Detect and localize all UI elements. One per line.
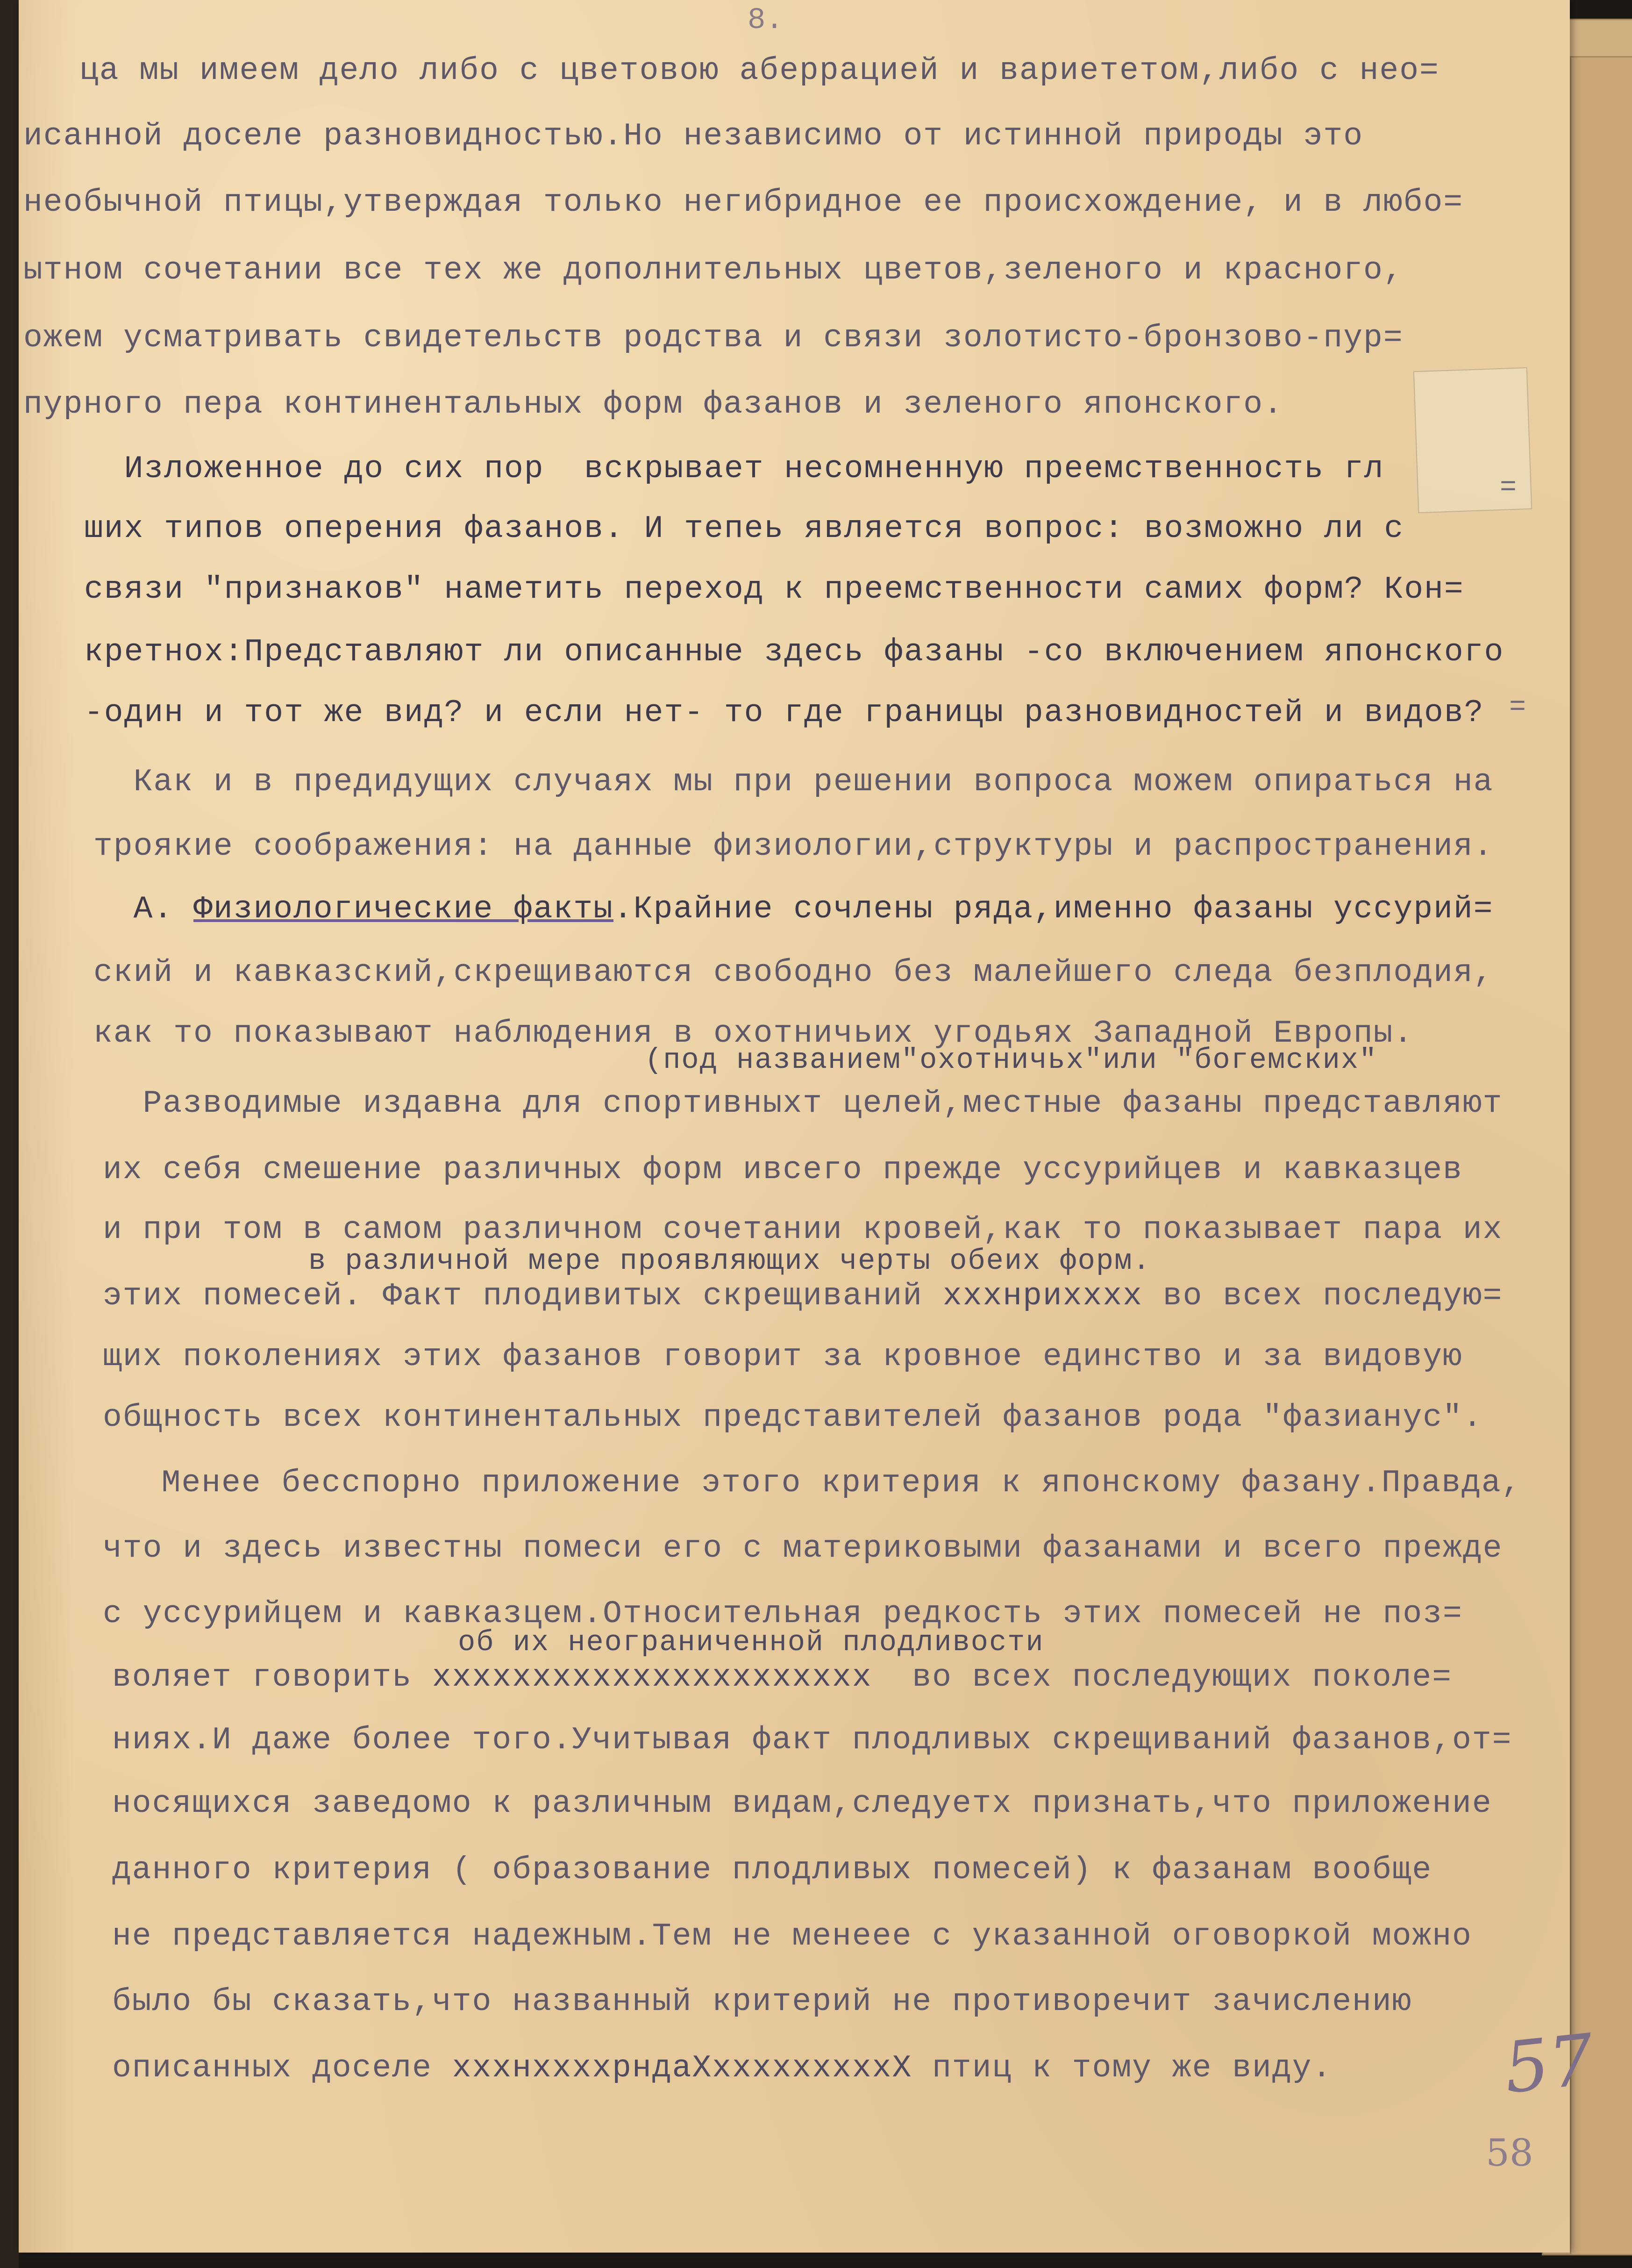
text-line-26-start: воляет говорить <box>112 1660 432 1696</box>
text-line-19: и при том в самом различном сочетании кровей,как то показывает пара их <box>103 1212 1503 1248</box>
text-line-22: общность всех континентальных предстaвителей фазанов рода "фазианус". <box>103 1400 1483 1436</box>
text-line-16: как то показывают наблюдения в охотничьих угодьях Западной Европы. <box>93 1016 1414 1052</box>
text-line-11: -один и тот же вид? и если нет- то где границы разновидностей и видов? <box>84 695 1484 731</box>
text-line-1: ца мы имеем дело либо с цветовою аберрацией и вариететом,либо с нео= <box>79 53 1440 89</box>
text-line-32 <box>112 2050 1333 2086</box>
margin-mark: = <box>1509 692 1526 723</box>
margin-equals-mark: = <box>1500 472 1517 504</box>
page-number: 8. <box>748 4 784 37</box>
typed-page <box>19 0 1598 2253</box>
text-line-2: исанной доселе разновидностью.Но независимо от истинной природы это <box>23 118 1364 154</box>
text-line-9: связи "признаков" наметить переход к преемственности самих форм? Кон= <box>84 572 1464 608</box>
struck-out-text-3: хххнххххрндаХхххххххххХ <box>452 2050 912 2086</box>
typed-insertion-2: в различной мере проявляющих черты обеих форм. <box>308 1245 1151 1278</box>
text-line-10: кретнох:Представляют ли описанные здесь фазаны -со включением японского <box>84 634 1504 670</box>
text-line-20-end: во всех последую= <box>1142 1278 1503 1314</box>
typed-insertion-3: об их неограниченной плодливости <box>458 1626 1044 1659</box>
struck-out-text-1: хххнрихххх <box>942 1278 1143 1314</box>
text-line-3: необычной птицы,утверждая только негибридное ее происхождение, и в любо= <box>23 185 1464 221</box>
text-line-20-start: этих помесей. Факт плодивитых скрещиваний <box>103 1278 943 1314</box>
text-line-26 <box>112 1662 1452 1694</box>
text-line-32-start: описанных доселе <box>112 2050 452 2086</box>
text-line-23: Менее бесспорно приложение этого критерия к японскому фазану.Правда, <box>121 1465 1522 1501</box>
text-line-31: было бы сказать,что названный критерий не противоречит зачислению <box>112 1984 1412 2020</box>
text-line-13: трoякие соображения: на данные физиологии,структуры и распространения. <box>93 829 1494 865</box>
text-line-4: ытном сочетании все тех же дополнительных цветов,зеленого и красного, <box>23 252 1404 288</box>
text-line-15: ский и кавказский,скрещиваются свободно без малейшего следа безплодия, <box>93 955 1494 991</box>
typed-insertion-1: (под названием"охотничьх"или "богемских" <box>645 1044 1378 1077</box>
text-line-8: ших типов оперения фазанов. И тепеь является вопрос: возможно ли с <box>84 511 1404 547</box>
scan-left-edge <box>0 0 19 2268</box>
text-line-25: с уссурийцем и кавказцем.Относительная редкость этих помесей не поз= <box>103 1596 1463 1632</box>
handwritten-folio-number: 57 <box>1500 2019 1598 2110</box>
underlying-sheet-back <box>1570 56 1632 2255</box>
section-title: Физиологические факты <box>193 891 613 927</box>
corner-handwritten-mark: 58 <box>1486 2131 1533 2175</box>
text-line-6: пурного пера континентальных форм фазанов и зеленого японского. <box>23 386 1283 422</box>
text-line-29: данного критерия ( образование плодливых помесей) к фазанам вообще <box>112 1852 1432 1888</box>
text-line-28: носящихся заведомо к различным видам,следуетх признать,что приложение <box>112 1786 1492 1822</box>
section-heading-rest: .Крайние сочлены ряда,именно фазаны уссурий= <box>613 891 1494 927</box>
section-label: А. <box>93 891 194 927</box>
text-line-17: Разводимые издавна для спортивныхт целей,местные фазаны представляют <box>103 1086 1503 1122</box>
text-line-26-end: во всех последующих поколе= <box>872 1660 1453 1696</box>
text-line-20 <box>103 1278 1503 1314</box>
text-line-12: Как и в предидущих случаях мы при решении вопроса можем опираться на <box>93 764 1494 800</box>
text-line-32-end: птиц к тому же виду. <box>912 2050 1333 2086</box>
text-line-21: щих поколениях этих фазанов говорит за кровное единство и за видовую <box>103 1339 1463 1375</box>
text-line-7: Изложенное до сих пор вскрывает несомненную преемственность гл <box>84 451 1384 487</box>
text-line-30: не представляется надежным.Тем не менеее с указанной оговоркой можно <box>112 1918 1472 1954</box>
text-line-5: ожем усматривать свидетельств родства и связи золотисто-бронзово-пур= <box>23 320 1404 356</box>
text-line-27: ниях.И даже более того.Учитывая факт плодливых скрещиваний фазанов,от= <box>112 1722 1512 1758</box>
text-line-18: их себя смешение различных форм ивсего прежде уссурийцев и кавказцев <box>103 1152 1463 1188</box>
struck-out-text-2: хххххххххххххххххххххх <box>432 1660 872 1696</box>
section-heading-a <box>93 891 1494 927</box>
text-line-24: что и здесь известны помеси его с материковыми фазанами и всего прежде <box>103 1531 1503 1567</box>
